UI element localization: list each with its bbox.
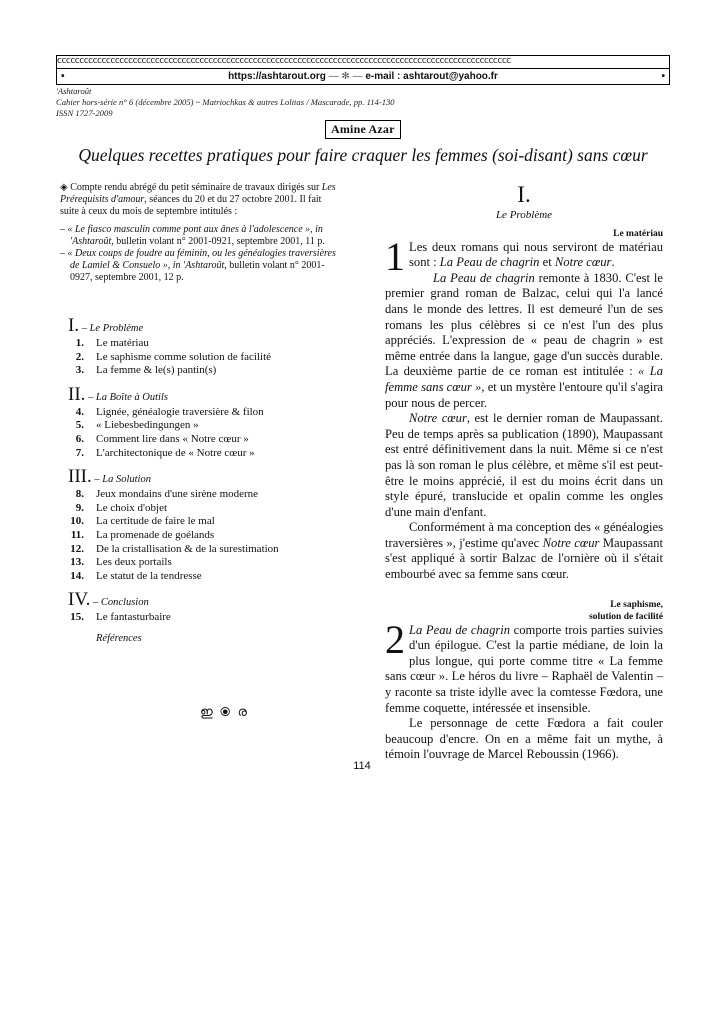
body-paragraph: Le personnage de cette Fœdora a fait couler beaucoup d'encre. On en a même fait un mythe, à témoin l'ouvrage de Marcel Reboussin (1966). (385, 716, 663, 762)
issn: ISSN 1727-2009 (56, 108, 113, 118)
toc-item[interactable]: 11. La promenade de goélands (70, 528, 215, 541)
body-paragraph: Conformément à ma conception des « généalogies traversières », j'estime qu'avec Notre cœur Maupassant s'est appliqué à sortir Balzac de l'ornière où il s'était embourbé avec sa femme sans cœur. (385, 520, 664, 582)
section-title: Le Problème (495, 209, 553, 221)
toc-item[interactable]: 6. Comment lire dans « Notre cœur » (75, 432, 249, 445)
subsection-heading: Le saphisme, solution de facilité (589, 599, 663, 622)
diamond-icon: ◈ (60, 182, 68, 193)
toc-section-number: IV. (68, 589, 91, 611)
toc-item[interactable]: 12. De la cristallisation & de la surestimation (70, 542, 279, 555)
table-of-contents (68, 315, 338, 644)
toc-item[interactable]: 5. « Liebesbedingungen » (75, 419, 199, 432)
toc-references[interactable]: Références (96, 632, 142, 644)
subsection-heading: Le matériau (613, 228, 663, 239)
drop-cap: 2 (385, 616, 405, 662)
issue-info: Cahier hors-série n° 6 (décembre 2005) ~ Matriochkas & autres Lolitas / Mascarade, pp. 114-130 (56, 97, 395, 107)
right-column (385, 180, 663, 763)
toc-section-name: – Conclusion (90, 597, 149, 609)
publication-meta (56, 86, 395, 119)
body-paragraph: 1 Les deux romans qui nous serviront de matériau sont : La Peau de chagrin et Notre cœur. (385, 233, 663, 279)
header-links (57, 69, 669, 85)
toc-item[interactable]: 2. Le saphisme comme solution de facilité (75, 350, 272, 363)
list-item: – « Le fiasco masculin comme pont aux ânes à l'adolescence », in 'Ashtaroût, bulletin volant n° 2001-0921, septembre 2001, 11 p. (60, 224, 325, 247)
header-bullet-right: • (661, 71, 665, 82)
left-column (60, 182, 340, 284)
body-paragraph: Notre cœur, est le dernier roman de Maupassant. Peu de temps après sa publication (1890), Maupassant est entré définitivement dans la nuit. Même si ce n'est pas là son roman le plus célèbre, et même s'il est peut-être le moins apprécié, il est du moins écrit dans un style épuré, translucide et opalin comme les ongles d'une main d'enfant. (385, 411, 663, 519)
body-paragraph: 2 La Peau de chagrin comporte trois parties suivies d'un épilogue. C'est la partie médiane, de loin la plus longue, qui porte comme titre « La femme sans cœur ». Le héros du livre – Raphaël de Valentin – y raconte sa triste idylle avec la comtesse Fœdora, une femme coquette, intéressée et insensible. (385, 616, 663, 715)
author-name: Amine Azar (325, 120, 401, 139)
toc-section-name: – La Solution (91, 474, 151, 486)
drop-cap: 1 (385, 233, 405, 279)
toc-section-number: II. (68, 383, 86, 405)
ornament-icon: ഇ ⦿ ര (200, 704, 249, 719)
header-separator: — ✻ — (328, 71, 363, 82)
toc-section-3 (68, 466, 338, 583)
email-link[interactable]: e-mail : ashtarout@yahoo.fr (365, 71, 498, 82)
journal-name: 'Ashtaroût (56, 86, 92, 96)
toc-item[interactable]: 7. L'architectonique de « Notre cœur » (75, 446, 255, 459)
list-item: – « Deux coups de foudre au féminin, ou les généalogies traversières de Lamiel & Consuelo », in 'Ashtaroût, bulletin volant n° 2001-0927, septembre 2001, 12 p. (60, 248, 336, 283)
toc-section-number: III. (68, 466, 92, 488)
toc-section-name: – La Boîte à Outils (85, 391, 168, 403)
toc-item[interactable]: 15. Le fantasturbaire (70, 611, 171, 624)
toc-item[interactable]: 8. Jeux mondains d'une sirène moderne (75, 488, 259, 501)
toc-section-number: I. (68, 315, 80, 336)
toc-section-2 (68, 384, 338, 460)
article-title: Quelques recettes pratiques pour faire craquer les femmes (soi-disant) sans cœur (78, 145, 648, 165)
toc-item[interactable]: 3. La femme & le(s) pantin(s) (75, 364, 217, 377)
page-number: 114 (353, 760, 371, 772)
toc-item[interactable]: 10. La certitude de faire le mal (70, 515, 215, 528)
toc-section-name: – Le Problème (79, 323, 144, 334)
reference-list (60, 224, 340, 284)
header-pattern: cccccccccccccccccccccccccccccccccccccccccccccccccccccccccccccccccccccccccccccccccccccccccccccccccccccc (57, 56, 669, 69)
page-header-box (56, 55, 670, 85)
toc-item[interactable]: 13. Les deux portails (70, 556, 172, 569)
body-paragraph: La Peau de chagrin remonte à 1830. C'est le premier grand roman de Balzac, celui qui l'a lancé dans le monde des lettres. Il est demeuré l'un de ses romans les plus célèbres si ce n'est l'un des plus appréciés. L'expression de « peau de chagrin » est même entrée dans la langue, gage d'un succès durable. La deuxième partie de ce roman est intitulée : « La femme sans cœur », et un mystère l'entoure qu'il s'agira pour nous de percer. (385, 270, 663, 410)
toc-section-4 (68, 589, 338, 625)
toc-section-1 (68, 315, 338, 378)
header-bullet-left: • (61, 71, 65, 82)
site-url-link[interactable]: https://ashtarout.org (228, 71, 326, 82)
toc-item[interactable]: 9. Le choix d'objet (75, 501, 168, 514)
toc-item[interactable]: 14. Le statut de la tendresse (70, 569, 202, 582)
toc-item[interactable]: 1. Le matériau (75, 337, 149, 349)
toc-item[interactable]: 4. Lignée, généalogie traversière & filon (75, 405, 264, 418)
section-number: I. (517, 182, 531, 207)
intro-paragraph: ◈ Compte rendu abrégé du petit séminaire de travaux dirigés sur Les Prérequisits d'amour, séances du 20 et du 27 octobre 2001. Il fait suite à ceux du mois de septembre intitulés : (60, 182, 336, 217)
